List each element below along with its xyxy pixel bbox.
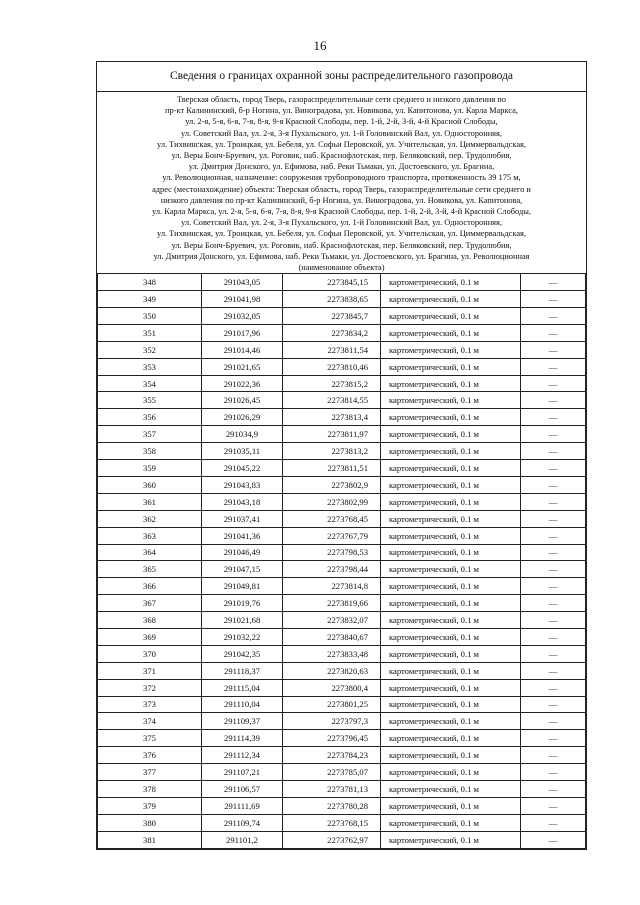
description-line: ул. Веры Бонч-Бруевич, ул. Роговик, наб. Краснофлотская, пер. Беляковский, пер. Трудолюбия, bbox=[171, 151, 512, 161]
point-number-cell: 353 bbox=[98, 358, 202, 375]
table-row bbox=[98, 426, 586, 443]
coordinate-x-cell: 291035,11 bbox=[202, 443, 283, 460]
point-number-cell: 380 bbox=[98, 814, 202, 831]
table-row bbox=[98, 409, 586, 426]
point-number-cell: 369 bbox=[98, 628, 202, 645]
measurement-method-cell: картометрический, 0.1 м bbox=[381, 612, 521, 629]
table-row bbox=[98, 713, 586, 730]
coordinate-x-cell: 291045,22 bbox=[202, 460, 283, 477]
accuracy-note-cell: — bbox=[521, 578, 586, 595]
measurement-method-cell: картометрический, 0.1 м bbox=[381, 358, 521, 375]
table-row bbox=[98, 662, 586, 679]
coordinate-x-cell: 291118,37 bbox=[202, 662, 283, 679]
accuracy-note-cell: — bbox=[521, 797, 586, 814]
measurement-method-cell: картометрический, 0.1 м bbox=[381, 426, 521, 443]
coordinate-y-cell: 2273813,4 bbox=[283, 409, 381, 426]
table-row bbox=[98, 544, 586, 561]
measurement-method-cell: картометрический, 0.1 м bbox=[381, 747, 521, 764]
coordinate-x-cell: 291049,81 bbox=[202, 578, 283, 595]
accuracy-note-cell: — bbox=[521, 831, 586, 848]
measurement-method-cell: картометрический, 0.1 м bbox=[381, 291, 521, 308]
point-number-cell: 359 bbox=[98, 460, 202, 477]
coordinate-y-cell: 2273798,53 bbox=[283, 544, 381, 561]
measurement-method-cell: картометрический, 0.1 м bbox=[381, 392, 521, 409]
point-number-cell: 354 bbox=[98, 375, 202, 392]
table-row bbox=[98, 747, 586, 764]
coordinate-y-cell: 2273798,44 bbox=[283, 561, 381, 578]
accuracy-note-cell: — bbox=[521, 561, 586, 578]
accuracy-note-cell: — bbox=[521, 679, 586, 696]
coordinate-y-cell: 2273838,65 bbox=[283, 291, 381, 308]
coordinate-y-cell: 2273810,46 bbox=[283, 358, 381, 375]
table-row bbox=[98, 476, 586, 493]
table-row bbox=[98, 578, 586, 595]
point-number-cell: 367 bbox=[98, 595, 202, 612]
table-row bbox=[98, 730, 586, 747]
object-name-caption: (наименование объекта) bbox=[298, 263, 385, 273]
coordinate-y-cell: 2273797,3 bbox=[283, 713, 381, 730]
table-row bbox=[98, 291, 586, 308]
coordinate-y-cell: 2273814,8 bbox=[283, 578, 381, 595]
measurement-method-cell: картометрический, 0.1 м bbox=[381, 797, 521, 814]
point-number-cell: 362 bbox=[98, 510, 202, 527]
description-line: ул. Карла Маркса, ул. 2-я, 5-я, 6-я, 7-я, 8-я, 9-я Красной Слободы, пер. 1-й, 2-й, 3-й, 4-й Красной Слободы, bbox=[152, 207, 531, 217]
accuracy-note-cell: — bbox=[521, 324, 586, 341]
coordinate-x-cell: 291046,49 bbox=[202, 544, 283, 561]
coordinate-y-cell: 2273811,97 bbox=[283, 426, 381, 443]
coordinate-y-cell: 2273813,2 bbox=[283, 443, 381, 460]
coordinate-y-cell: 2273834,2 bbox=[283, 324, 381, 341]
object-description bbox=[97, 92, 586, 273]
coordinate-x-cell: 291043,05 bbox=[202, 274, 283, 291]
coordinate-y-cell: 2273845,7 bbox=[283, 308, 381, 325]
document-frame bbox=[96, 61, 587, 850]
measurement-method-cell: картометрический, 0.1 м bbox=[381, 764, 521, 781]
description-line: адрес (местонахождение) объекта: Тверская область, город Тверь, газораспределительные сети среднего и bbox=[152, 184, 531, 194]
point-number-cell: 378 bbox=[98, 780, 202, 797]
measurement-method-cell: картометрический, 0.1 м bbox=[381, 814, 521, 831]
coordinate-y-cell: 2273780,28 bbox=[283, 797, 381, 814]
point-number-cell: 377 bbox=[98, 764, 202, 781]
point-number-cell: 365 bbox=[98, 561, 202, 578]
description-line: ул. Тихвинская, ул. Троицкая, ул. Бебеля, ул. Софьи Перовской, ул. Учительская, ул. Циммервальдская, bbox=[157, 139, 526, 149]
coordinate-y-cell: 2273811,54 bbox=[283, 341, 381, 358]
coordinate-y-cell: 2273832,07 bbox=[283, 612, 381, 629]
coordinate-x-cell: 291014,46 bbox=[202, 341, 283, 358]
accuracy-note-cell: — bbox=[521, 780, 586, 797]
accuracy-note-cell: — bbox=[521, 764, 586, 781]
point-number-cell: 372 bbox=[98, 679, 202, 696]
coordinate-x-cell: 291032,05 bbox=[202, 308, 283, 325]
table-row bbox=[98, 375, 586, 392]
measurement-method-cell: картометрический, 0.1 м bbox=[381, 375, 521, 392]
point-number-cell: 351 bbox=[98, 324, 202, 341]
accuracy-note-cell: — bbox=[521, 341, 586, 358]
accuracy-note-cell: — bbox=[521, 291, 586, 308]
table-row bbox=[98, 443, 586, 460]
coordinate-x-cell: 291032,22 bbox=[202, 628, 283, 645]
point-number-cell: 373 bbox=[98, 696, 202, 713]
table-row bbox=[98, 595, 586, 612]
coordinate-x-cell: 291017,96 bbox=[202, 324, 283, 341]
coordinate-y-cell: 2273781,13 bbox=[283, 780, 381, 797]
description-line: Тверская область, город Тверь, газораспределительные сети среднего и низкого давления по bbox=[177, 95, 506, 104]
accuracy-note-cell: — bbox=[521, 426, 586, 443]
description-line: ул. Дмитрия Донского, ул. Ефимова, наб. Реки Тьмаки, ул. Достоевского, ул. Брагина, ул. Революционная bbox=[153, 251, 530, 261]
accuracy-note-cell: — bbox=[521, 544, 586, 561]
accuracy-note-cell: — bbox=[521, 510, 586, 527]
table-row bbox=[98, 493, 586, 510]
coordinate-x-cell: 291114,39 bbox=[202, 730, 283, 747]
coordinate-x-cell: 291110,04 bbox=[202, 696, 283, 713]
coordinate-x-cell: 291115,04 bbox=[202, 679, 283, 696]
measurement-method-cell: картометрический, 0.1 м bbox=[381, 409, 521, 426]
measurement-method-cell: картометрический, 0.1 м bbox=[381, 780, 521, 797]
table-row bbox=[98, 780, 586, 797]
coordinate-y-cell: 2273802,9 bbox=[283, 476, 381, 493]
coordinate-x-cell: 291021,65 bbox=[202, 358, 283, 375]
table-row bbox=[98, 679, 586, 696]
coordinate-x-cell: 291041,36 bbox=[202, 527, 283, 544]
point-number-cell: 366 bbox=[98, 578, 202, 595]
coordinate-y-cell: 2273815,2 bbox=[283, 375, 381, 392]
point-number-cell: 360 bbox=[98, 476, 202, 493]
measurement-method-cell: картометрический, 0.1 м bbox=[381, 460, 521, 477]
measurement-method-cell: картометрический, 0.1 м bbox=[381, 662, 521, 679]
coordinate-y-cell: 2273811,51 bbox=[283, 460, 381, 477]
coordinates-table-body bbox=[98, 274, 586, 848]
point-number-cell: 348 bbox=[98, 274, 202, 291]
coordinate-x-cell: 291019,76 bbox=[202, 595, 283, 612]
point-number-cell: 358 bbox=[98, 443, 202, 460]
measurement-method-cell: картометрический, 0.1 м bbox=[381, 561, 521, 578]
point-number-cell: 356 bbox=[98, 409, 202, 426]
table-row bbox=[98, 358, 586, 375]
measurement-method-cell: картометрический, 0.1 м bbox=[381, 274, 521, 291]
table-row bbox=[98, 341, 586, 358]
coordinate-x-cell: 291042,35 bbox=[202, 645, 283, 662]
accuracy-note-cell: — bbox=[521, 375, 586, 392]
accuracy-note-cell: — bbox=[521, 493, 586, 510]
coordinates-table bbox=[97, 273, 586, 848]
point-number-cell: 381 bbox=[98, 831, 202, 848]
measurement-method-cell: картометрический, 0.1 м bbox=[381, 544, 521, 561]
table-row bbox=[98, 527, 586, 544]
measurement-method-cell: картометрический, 0.1 м bbox=[381, 713, 521, 730]
point-number-cell: 350 bbox=[98, 308, 202, 325]
measurement-method-cell: картометрический, 0.1 м bbox=[381, 730, 521, 747]
coordinate-y-cell: 2273800,4 bbox=[283, 679, 381, 696]
accuracy-note-cell: — bbox=[521, 628, 586, 645]
accuracy-note-cell: — bbox=[521, 476, 586, 493]
table-row bbox=[98, 308, 586, 325]
table-row bbox=[98, 324, 586, 341]
accuracy-note-cell: — bbox=[521, 392, 586, 409]
description-line: ул. Дмитрия Донского, ул. Ефимова, наб. Реки Тьмаки, ул. Достоевского, ул. Брагина, bbox=[188, 162, 495, 172]
coordinate-y-cell: 2273814,55 bbox=[283, 392, 381, 409]
coordinate-x-cell: 291034,9 bbox=[202, 426, 283, 443]
point-number-cell: 364 bbox=[98, 544, 202, 561]
coordinate-x-cell: 291101,2 bbox=[202, 831, 283, 848]
table-row bbox=[98, 274, 586, 291]
accuracy-note-cell: — bbox=[521, 662, 586, 679]
accuracy-note-cell: — bbox=[521, 460, 586, 477]
accuracy-note-cell: — bbox=[521, 747, 586, 764]
coordinate-x-cell: 291111,69 bbox=[202, 797, 283, 814]
table-row bbox=[98, 612, 586, 629]
coordinate-x-cell: 291047,15 bbox=[202, 561, 283, 578]
accuracy-note-cell: — bbox=[521, 713, 586, 730]
table-row bbox=[98, 460, 586, 477]
description-line: ул. 2-я, 5-я, 6-я, 7-я, 8-я, 9-я Красной Слободы, пер. 1-й, 2-й, 3-й, 4-й Красной Слободы, bbox=[185, 117, 498, 127]
measurement-method-cell: картометрический, 0.1 м bbox=[381, 645, 521, 662]
coordinate-x-cell: 291109,74 bbox=[202, 814, 283, 831]
coordinate-y-cell: 2273802,99 bbox=[283, 493, 381, 510]
table-row bbox=[98, 764, 586, 781]
coordinate-x-cell: 291106,57 bbox=[202, 780, 283, 797]
point-number-cell: 352 bbox=[98, 341, 202, 358]
accuracy-note-cell: — bbox=[521, 595, 586, 612]
coordinate-y-cell: 2273784,23 bbox=[283, 747, 381, 764]
coordinate-y-cell: 2273796,45 bbox=[283, 730, 381, 747]
accuracy-note-cell: — bbox=[521, 730, 586, 747]
accuracy-note-cell: — bbox=[521, 358, 586, 375]
point-number-cell: 376 bbox=[98, 747, 202, 764]
point-number-cell: 355 bbox=[98, 392, 202, 409]
measurement-method-cell: картометрический, 0.1 м bbox=[381, 595, 521, 612]
coordinate-y-cell: 2273801,25 bbox=[283, 696, 381, 713]
accuracy-note-cell: — bbox=[521, 443, 586, 460]
accuracy-note-cell: — bbox=[521, 308, 586, 325]
measurement-method-cell: картометрический, 0.1 м bbox=[381, 476, 521, 493]
point-number-cell: 371 bbox=[98, 662, 202, 679]
coordinate-x-cell: 291043,83 bbox=[202, 476, 283, 493]
measurement-method-cell: картометрический, 0.1 м bbox=[381, 308, 521, 325]
coordinate-y-cell: 2273820,63 bbox=[283, 662, 381, 679]
point-number-cell: 363 bbox=[98, 527, 202, 544]
accuracy-note-cell: — bbox=[521, 527, 586, 544]
table-row bbox=[98, 392, 586, 409]
coordinate-y-cell: 2273762,97 bbox=[283, 831, 381, 848]
point-number-cell: 368 bbox=[98, 612, 202, 629]
description-line: ул. Революционная, назначение: сооружения трубопроводного транспорта, протяженность 39 175 м, bbox=[162, 173, 521, 183]
point-number-cell: 361 bbox=[98, 493, 202, 510]
table-row bbox=[98, 645, 586, 662]
measurement-method-cell: картометрический, 0.1 м bbox=[381, 578, 521, 595]
description-line: ул. Тихвинская, ул. Троицкая, ул. Бебеля, ул. Софьи Перовской, ул. Учительская, ул. Циммервальдская, bbox=[157, 229, 526, 239]
coordinate-y-cell: 2273785,07 bbox=[283, 764, 381, 781]
measurement-method-cell: картометрический, 0.1 м bbox=[381, 493, 521, 510]
coordinate-x-cell: 291107,21 bbox=[202, 764, 283, 781]
measurement-method-cell: картометрический, 0.1 м bbox=[381, 831, 521, 848]
coordinate-y-cell: 2273845,15 bbox=[283, 274, 381, 291]
description-line: низкого давления по пр-кт Калининский, б-р Ногина, ул. Виноградова, ул. Новикова, ул. Капитонова, bbox=[160, 195, 523, 205]
accuracy-note-cell: — bbox=[521, 274, 586, 291]
description-line: ул. Советский Вал, ул. 2-я, 3-я Пухальского, ул. 1-й Головинский Вал, ул. Односторонняя, bbox=[181, 128, 502, 138]
page-number: 16 bbox=[313, 38, 327, 53]
coordinate-y-cell: 2273819,66 bbox=[283, 595, 381, 612]
coordinate-x-cell: 291022,36 bbox=[202, 375, 283, 392]
table-row bbox=[98, 831, 586, 848]
accuracy-note-cell: — bbox=[521, 409, 586, 426]
measurement-method-cell: картометрический, 0.1 м bbox=[381, 527, 521, 544]
measurement-method-cell: картометрический, 0.1 м bbox=[381, 628, 521, 645]
accuracy-note-cell: — bbox=[521, 645, 586, 662]
document-title: Сведения о границах охранной зоны распределительного газопровода bbox=[97, 62, 586, 92]
measurement-method-cell: картометрический, 0.1 м bbox=[381, 341, 521, 358]
coordinate-x-cell: 291037,41 bbox=[202, 510, 283, 527]
point-number-cell: 349 bbox=[98, 291, 202, 308]
measurement-method-cell: картометрический, 0.1 м bbox=[381, 324, 521, 341]
coordinate-y-cell: 2273840,67 bbox=[283, 628, 381, 645]
accuracy-note-cell: — bbox=[521, 612, 586, 629]
coordinate-x-cell: 291041,98 bbox=[202, 291, 283, 308]
description-line: ул. Советский Вал, ул. 2-я, 3-я Пухальского, ул. 1-й Головинский Вал, ул. Односторонняя, bbox=[181, 218, 502, 228]
measurement-method-cell: картометрический, 0.1 м bbox=[381, 443, 521, 460]
coordinate-x-cell: 291026,45 bbox=[202, 392, 283, 409]
accuracy-note-cell: — bbox=[521, 814, 586, 831]
table-row bbox=[98, 561, 586, 578]
point-number-cell: 374 bbox=[98, 713, 202, 730]
table-row bbox=[98, 628, 586, 645]
description-line: ул. Веры Бонч-Бруевич, ул. Роговик, наб. Краснофлотская, пер. Беляковский, пер. Трудолюбия, bbox=[171, 240, 512, 250]
coordinate-x-cell: 291112,34 bbox=[202, 747, 283, 764]
measurement-method-cell: картометрический, 0.1 м bbox=[381, 679, 521, 696]
table-row bbox=[98, 510, 586, 527]
point-number-cell: 375 bbox=[98, 730, 202, 747]
description-line: пр-кт Калининский, б-р Ногина, ул. Виноградова, ул. Новикова, ул. Капитонова, ул. Карла Маркса, bbox=[165, 106, 518, 116]
coordinate-y-cell: 2273767,79 bbox=[283, 527, 381, 544]
accuracy-note-cell: — bbox=[521, 696, 586, 713]
coordinate-y-cell: 2273768,15 bbox=[283, 814, 381, 831]
measurement-method-cell: картометрический, 0.1 м bbox=[381, 696, 521, 713]
coordinate-y-cell: 2273833,48 bbox=[283, 645, 381, 662]
measurement-method-cell: картометрический, 0.1 м bbox=[381, 510, 521, 527]
point-number-cell: 370 bbox=[98, 645, 202, 662]
table-row bbox=[98, 797, 586, 814]
coordinate-x-cell: 291043,18 bbox=[202, 493, 283, 510]
table-row bbox=[98, 696, 586, 713]
coordinate-x-cell: 291021,68 bbox=[202, 612, 283, 629]
point-number-cell: 357 bbox=[98, 426, 202, 443]
table-row bbox=[98, 814, 586, 831]
coordinate-x-cell: 291109,37 bbox=[202, 713, 283, 730]
coordinate-x-cell: 291026,29 bbox=[202, 409, 283, 426]
point-number-cell: 379 bbox=[98, 797, 202, 814]
coordinate-y-cell: 2273768,45 bbox=[283, 510, 381, 527]
